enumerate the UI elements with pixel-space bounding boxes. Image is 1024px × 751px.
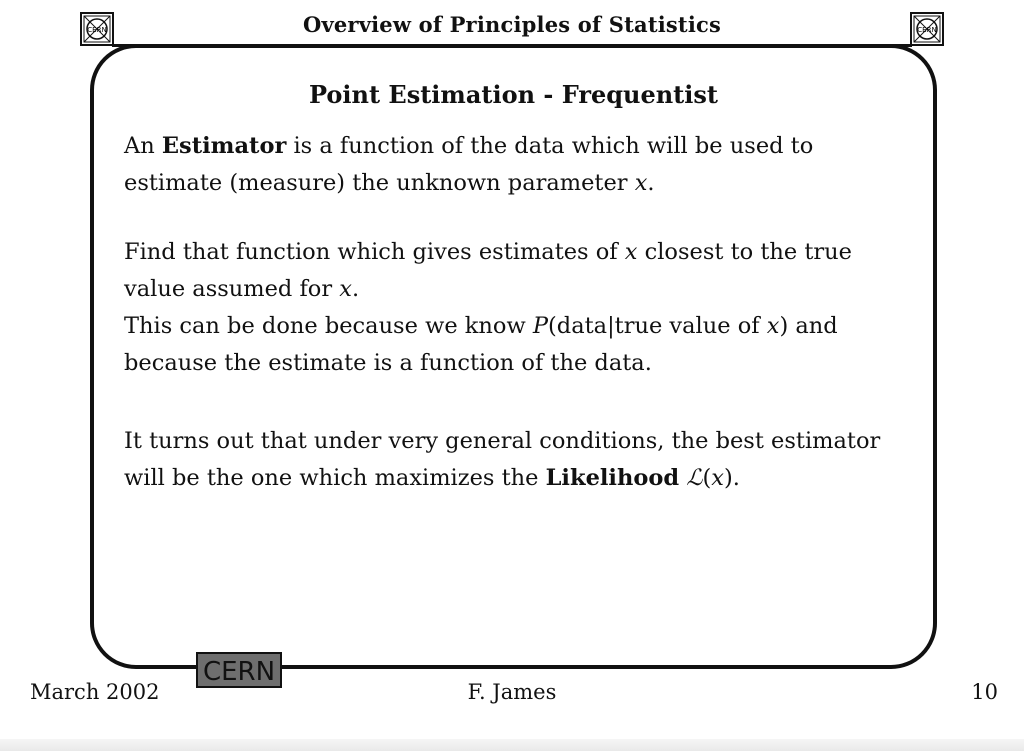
cern-footer-badge: CERN: [196, 652, 282, 688]
math-var-P: P: [532, 313, 549, 339]
logo-right-text: CERN: [917, 26, 937, 34]
estimator-term: Estimator: [161, 133, 287, 159]
p1-text-a: An: [124, 133, 162, 159]
p1-text-c: is a function of the data which will be used to estimate (measure) the unknown parameter: [124, 133, 814, 196]
footer-page-number: 10: [971, 680, 998, 704]
math-var-x: x: [711, 465, 724, 491]
p2-text-c: .: [351, 276, 360, 302]
math-var-x: x: [624, 239, 638, 265]
paragraph-estimator: [124, 128, 914, 202]
footer-author: F. James: [467, 680, 557, 704]
slide-frame: [90, 44, 937, 669]
p3-text-c: (: [702, 465, 712, 491]
p2-text-e: (data|true value of: [548, 313, 767, 339]
p3-text-a: It turns out that under very general conditions, the best estimator will be the one which maximizes the: [124, 428, 881, 491]
logo-left-text: CERN: [87, 26, 107, 34]
p2-text-d: This can be done because we know: [124, 313, 533, 339]
paragraph-likelihood: [124, 423, 914, 497]
likelihood-term: Likelihood: [545, 465, 680, 491]
bottom-shade: [0, 739, 1024, 751]
math-var-x: x: [634, 170, 648, 196]
p2-text-f: ) and because the estimate is a function of the data.: [124, 313, 838, 376]
math-var-x: x: [339, 276, 352, 302]
footer-date: March 2002: [30, 680, 160, 704]
math-var-x: x: [766, 313, 780, 339]
slide-title: Point Estimation - Frequentist: [309, 80, 718, 109]
p1-text-d: .: [647, 170, 655, 196]
p2-text-b: closest to the true value assumed for: [124, 239, 852, 302]
math-script-L: ℒ: [686, 465, 703, 491]
p2-text-a: Find that function which gives estimates of: [124, 239, 625, 265]
header-title: Overview of Principles of Statistics: [302, 12, 722, 37]
p3-text-d: ).: [723, 465, 740, 491]
paragraph-find-function: [124, 234, 914, 382]
